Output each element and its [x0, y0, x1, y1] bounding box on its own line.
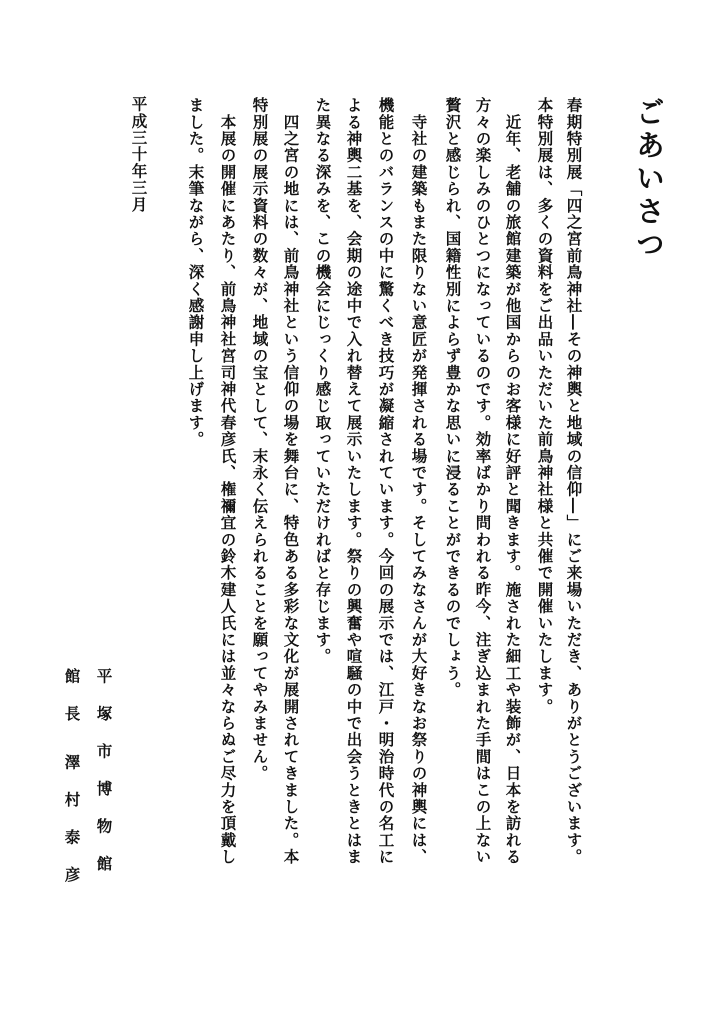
- issue-date: 平成三十年三月: [129, 96, 149, 213]
- body-line: 本展の開催にあたり、前鳥神社宮司神代春彦氏、権禰宜の鈴木建人氏には並々ならぬご尽力を頂戴し: [218, 97, 238, 866]
- body-line: た異なる深みを、この機会にじっくり感じ取っていただければと存じます。: [313, 97, 333, 665]
- body-line: 春期特別展「四之宮前鳥神社―その神輿と地域の信仰―」にご来場いただき、ありがとうございます。: [564, 97, 584, 866]
- body-line: 贅沢と感じられ、国籍性別によらず豊かな思いに浸ることができるのでしょう。: [443, 97, 463, 699]
- page-title: ごあいさつ: [632, 97, 666, 262]
- body-line: よる神輿二基を、会期の途中で入れ替えて展示いたします。祭りの興奮や喧騒の中で出会うときとはま: [344, 97, 364, 866]
- body-line: 四之宮の地には、前鳥神社という信仰の場を舞台に、特色ある多彩な文化が展開されてきました。本: [281, 97, 301, 866]
- body-line: 近年、老舗の旅館建築が他国からのお客様に好評と聞きます。施された細工や装飾が、日本を訪れる: [503, 97, 523, 866]
- director-name: 澤村泰彦: [62, 754, 82, 904]
- body-line: 特別展の展示資料の数々が、地域の宝として、末永く伝えられることを願ってやみません。: [250, 97, 270, 782]
- organization-name: 平塚市博物館: [94, 668, 114, 893]
- body-line: 方々の楽しみのひとつになっているのです。効率ばかり問われる昨今、注ぎ込まれた手間はこの上ない: [473, 97, 493, 866]
- director-title: 館長: [62, 668, 82, 743]
- body-line: ました。末筆ながら、深く感謝申し上げます。: [186, 97, 206, 448]
- body-line: 機能とのバランスの中に驚くべき技巧が凝縮されています。今回の展示では、江戸・明治時代の名工に: [376, 97, 396, 866]
- body-line: 寺社の建築もまた限りない意匠が発揮される場です。そしてみなさんが大好きなお祭りの神輿には、: [409, 97, 429, 866]
- body-line: 本特別展は、多くの資料をご出品いただいた前鳥神社様と共催で開催いたします。: [535, 97, 555, 715]
